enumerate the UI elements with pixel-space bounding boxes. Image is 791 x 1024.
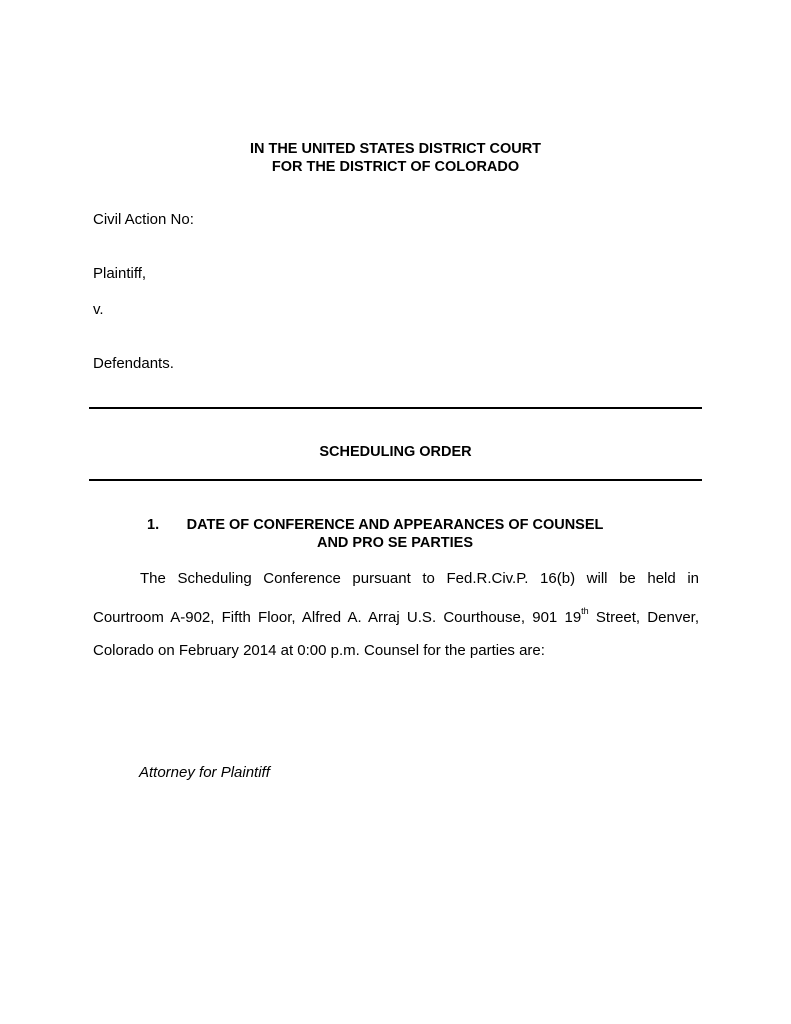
paragraph-line-3: Colorado on February 2014 at 0:00 p.m. Counsel for the parties are: xyxy=(93,642,545,659)
plaintiff-label: Plaintiff, xyxy=(93,265,147,282)
defendants-label: Defendants. xyxy=(93,355,174,372)
versus-label: v. xyxy=(93,301,104,318)
bottom-divider xyxy=(89,479,702,481)
section-title xyxy=(170,516,620,552)
section-title-line1: DATE OF CONFERENCE AND APPEARANCES OF COUNSEL xyxy=(186,517,604,533)
paragraph-line-2 xyxy=(93,606,699,626)
court-district: FOR THE DISTRICT OF COLORADO xyxy=(271,159,520,175)
paragraph-line-1: The Scheduling Conference pursuant to Fed.R.Civ.P. 16(b) will be held in xyxy=(140,570,699,587)
ordinal-suffix: th xyxy=(581,606,589,616)
line-2-end: Street, Denver, xyxy=(588,609,699,626)
civil-action-label: Civil Action No: xyxy=(93,211,194,228)
order-title: SCHEDULING ORDER xyxy=(319,444,472,460)
line-2-start: Courtroom A-902, Fifth Floor, Alfred A. Arraj U.S. Courthouse, 901 19 xyxy=(93,609,582,626)
top-divider xyxy=(89,407,702,409)
court-name: IN THE UNITED STATES DISTRICT COURT xyxy=(249,141,542,157)
section-title-line2: AND PRO SE PARTIES xyxy=(316,535,474,551)
court-caption xyxy=(0,140,791,176)
attorney-for-plaintiff-label: Attorney for Plaintiff xyxy=(139,764,270,781)
section-number: 1. xyxy=(147,517,160,533)
